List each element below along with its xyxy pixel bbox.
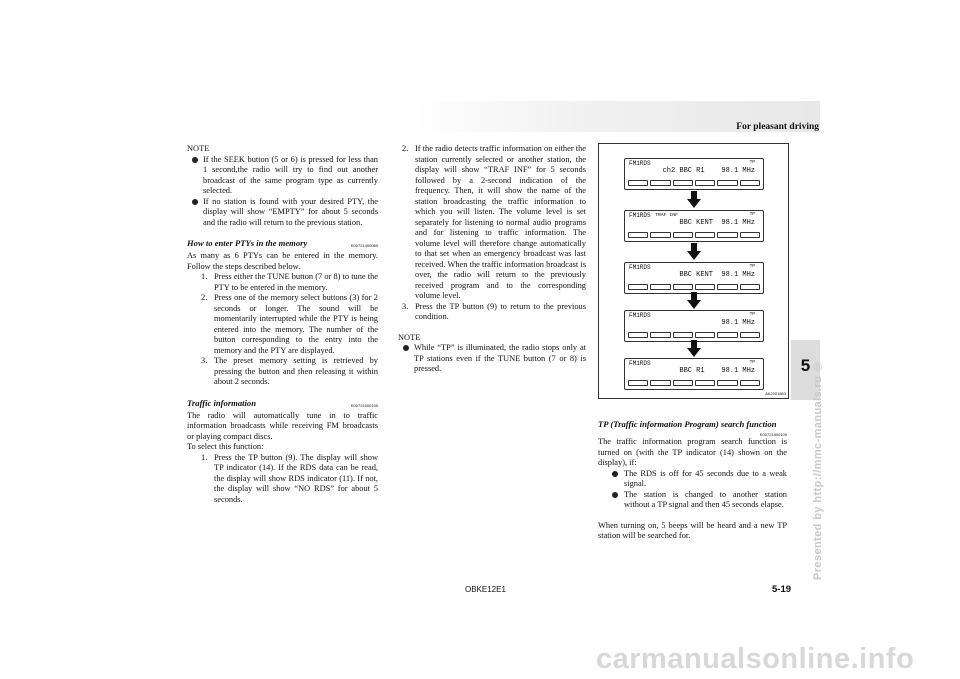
arrow-down-icon [687, 292, 701, 309]
traffic-step: 1. Press the TP button (9). The display will show TP indicator (14). If the RDS data can be read, the display will show RDS indicator (11). If not, the display will show “NO RDS” for about 5 seconds. [201, 452, 378, 504]
bullet-icon [192, 157, 198, 163]
traffic-heading-row [187, 398, 378, 411]
traffic-select: To select this function: [187, 442, 264, 451]
preset-bars [628, 380, 760, 386]
note-heading: NOTE [187, 144, 210, 153]
note-item: If the SEEK button (5 or 6) is pressed for less than 1 second,the radio will try to find out another broadcast of the same program type as currently selected. [187, 155, 378, 197]
radio-display: FM1RDS TP BBC KENT 98.1 MHz [624, 262, 764, 294]
tp-search-heading-row [598, 419, 787, 437]
chapter-number: 5 [800, 356, 811, 375]
tp-search-outro: When turning on, 5 beeps will be heard and a new TP station will be searched for. [598, 520, 787, 540]
tp-search-intro: The traffic information program search function is turned on (with the TP indicator (14) shown on the display), if: [598, 437, 787, 467]
traffic-step: 3. Press the TP button (9) to return to the previous condition. [402, 301, 586, 321]
tp-condition-item: The RDS is off for 45 seconds due to a weak signal. [598, 469, 787, 490]
pty-heading: How to enter PTYs in the memory [187, 238, 308, 248]
middle-column [398, 144, 586, 375]
traffic-code: E00721600195 [350, 402, 378, 408]
radio-display: FM1RDS TP 98.1 MHz [624, 310, 764, 342]
preset-bars [628, 284, 760, 290]
section-title: For pleasant driving [736, 122, 819, 132]
arrow-down-icon [687, 243, 701, 260]
pty-step: 1. Press either the TUNE button (7 or 8) to tune the PTY to be entered in the memory. [201, 272, 378, 292]
bullet-icon [612, 492, 618, 498]
note-item: If no station is found with your desired PTY, the display will show “EMPTY” for about 5 seconds and the radio will return to the previous station. [187, 197, 378, 229]
pty-code: E00721400089 [350, 243, 378, 248]
radio-display: FM1RDS TRAF INF TP BBC KENT 98.1 MHz [624, 210, 764, 242]
bullet-icon [192, 199, 198, 205]
page-number: 5-19 [772, 584, 792, 595]
arrow-down-icon [687, 340, 701, 357]
radio-display-figure [598, 143, 789, 399]
traffic-step: 2. If the radio detects traffic information on either the station currently selected or another station, the display will show “TRAF INF” for 5 seconds followed by a 2-second indication of the frequency. Then, it will show the name of the station broadcasting the traffic information to which you will listen. The volume level is set separately for listening to normal audio programs and for listening to traffic information. The volume level will therefore change automatically to that set when an emergency broadcast was last received. When the traffic information broadcast is over, the radio will return to the previously received program and to the corresponding volume level. [402, 144, 586, 300]
bullet-icon [612, 471, 618, 477]
pty-heading-row [187, 238, 378, 251]
traffic-intro: The radio will automatically tune in to traffic information broadcasts while receiving FM broadcasts or playing compact discs. [187, 410, 378, 441]
left-column [187, 144, 378, 505]
radio-display: FM1RDS TP ch2 BBC R1 98.1 MHz [624, 158, 764, 190]
right-column [598, 419, 787, 542]
preset-bars [628, 180, 760, 186]
radio-display: FM1RDS TP BBC R1 98.1 MHz [624, 358, 764, 390]
tp-search-code: E00721800109 [759, 432, 787, 437]
arrow-down-icon [687, 191, 701, 208]
note-item: While “TP” is illuminated, the radio stops only at TP stations even if the TUNE button (7 or 8) is pressed. [398, 343, 586, 375]
document-code: OBKE12E1 [465, 585, 506, 594]
preset-bars [628, 332, 760, 338]
bottom-watermark: carmanualsonline.info [596, 643, 915, 675]
pty-intro: As many as 6 PTYs can be entered in the memory. Follow the steps described below. [187, 251, 378, 271]
side-watermark: Presented by http://mmc-manuals.ru © [812, 359, 824, 580]
preset-bars [628, 232, 760, 238]
tp-search-heading: TP (Traffic information Program) search function [598, 419, 777, 429]
figure-code: AA2001863 [765, 391, 786, 396]
bullet-icon [403, 345, 409, 351]
traffic-heading: Traffic information [187, 397, 256, 408]
pty-step: 2. Press one of the memory select buttons (3) for 2 seconds or longer. The sound will be momentarily interrupted while the PTY is being entered into the memory. The number of the button corresponding to the entry into the memory and the PTY are displayed. [201, 293, 378, 355]
note-heading: NOTE [398, 332, 421, 342]
tp-condition-item: The station is changed to another station without a TP signal and then 45 seconds elapse. [598, 490, 787, 511]
pty-step: 3. The preset memory setting is retrieved by pressing the button and then releasing it within about 2 seconds. [201, 356, 378, 386]
